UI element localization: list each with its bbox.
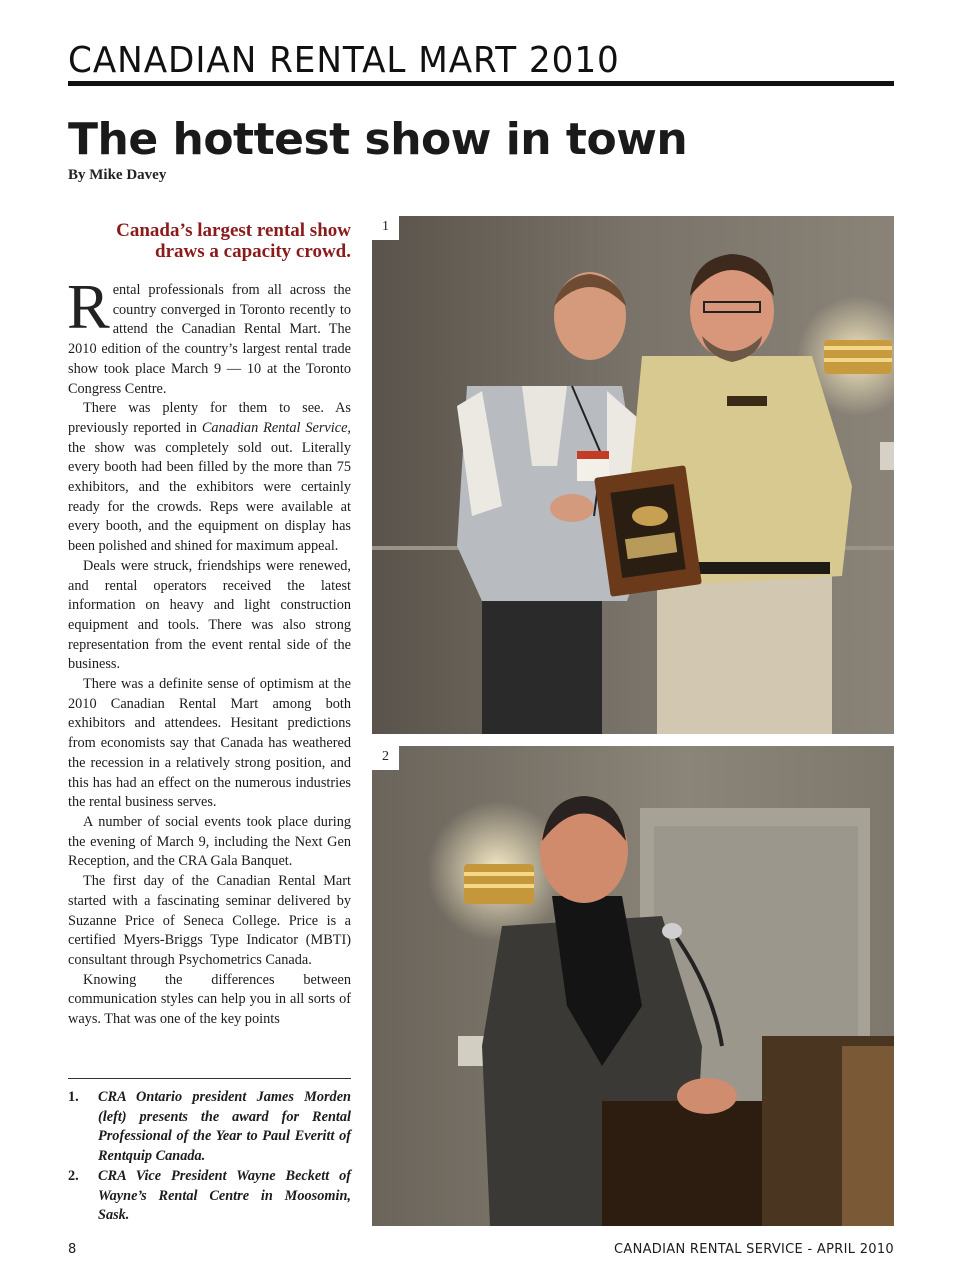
photo-2-label: 2 <box>372 746 399 770</box>
publication-footer: CANADIAN RENTAL SERVICE - APRIL 2010 <box>614 1242 894 1257</box>
photo-speaker-podium <box>372 746 894 1226</box>
caption-2: 2. CRA Vice President Wayne Beckett of Wayne’s Rental Centre in Moosomin, Sask. <box>68 1167 351 1224</box>
section-header: CANADIAN RENTAL MART 2010 <box>68 40 620 81</box>
drop-cap: R <box>67 271 110 342</box>
header-rule <box>68 81 894 86</box>
paragraph-7: Knowing the differences between communication styles can help you in all sorts of ways. That was one of the key points <box>68 971 351 1028</box>
publication-name: Canadian Rental Service <box>201 419 348 436</box>
paragraph-3: Deals were struck, friendships were renewed, and rental operators received the latest information on heavy and light construction equipment and tools. There was also strong representation from the event rental side of the business. <box>68 557 351 673</box>
photo-award-presentation <box>372 216 894 734</box>
article-headline: The hottest show in town <box>68 114 688 165</box>
paragraph-2: There was plenty for them to see. As previously reported in Canadian Rental Service, the show was completely sold out. Literally every booth had been filled by the more than 75 exhibitors, and the exhibitors were certainly ready for the crowds. Reps were available at every booth, and the equipment on display has been polished and shined for maximum appeal. <box>68 400 351 555</box>
article-byline: By Mike Davey <box>68 167 167 183</box>
page-number: 8 <box>68 1242 77 1257</box>
caption-1: 1. CRA Ontario president James Morden (left) presents the award for Rental Professional of the Year to Paul Everitt of Rentquip Canada. <box>68 1089 351 1165</box>
photo-1-image <box>372 216 894 734</box>
paragraph-4: There was a definite sense of optimism at the 2010 Canadian Rental Mart among both exhibitors and attendees. Hesitant predictions from economists say that Canada has weathered the recession in a relatively strong position, and this has had an effect on the numerous industries the rental business serves. <box>68 676 351 811</box>
caption-rule <box>68 1078 351 1079</box>
paragraph-1: Rental professionals from all across the country converged in Toronto recently to attend the Canadian Rental Mart. The 2010 edition of the country’s largest rental trade show took place March 9 — 10 at the Toronto Congress Centre. <box>67 271 351 397</box>
paragraph-5: A number of social events took place during the evening of March 9, including the Next Gen Reception, and the CRA Gala Banquet. <box>68 813 351 870</box>
photo-1-label: 1 <box>372 216 399 240</box>
article-body <box>67 271 351 1030</box>
paragraph-6: The first day of the Canadian Rental Mart started with a fascinating seminar delivered by Suzanne Price of Seneca College. Price is a certified Myers-Briggs Type Indicator (MBTI) consultant through Psychometrics Canada. <box>68 873 351 968</box>
article-deck: Canada’s largest rental show draws a capacity crowd. <box>116 220 351 262</box>
photo-captions <box>68 1088 351 1226</box>
photo-2-image <box>372 746 894 1226</box>
